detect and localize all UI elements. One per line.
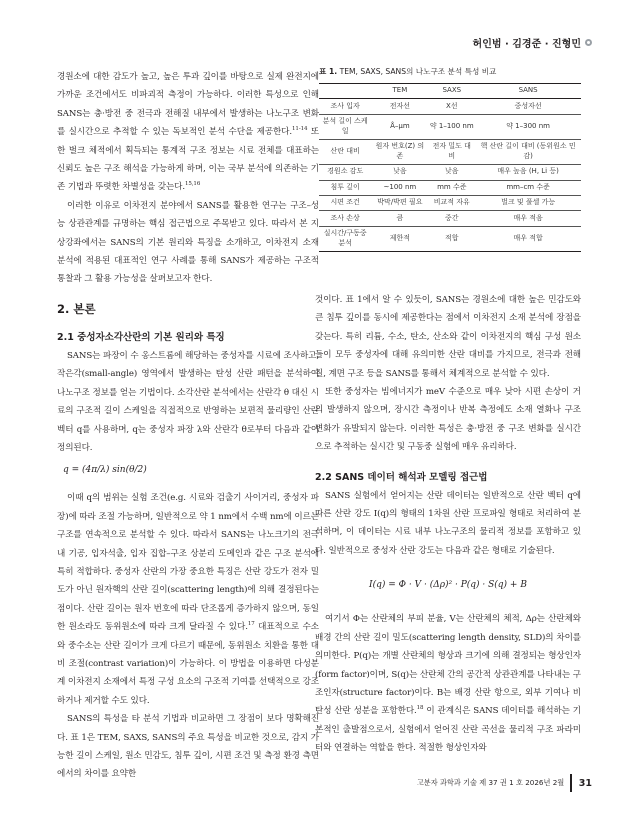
table-cell: 핵 산란 길이 대비 (동위원소 민감) [480,142,576,161]
table-row [319,211,581,226]
text: 경원소에 대한 감도가 높고, 높은 투과 깊이를 바탕으로 실제 완전지에 가까운 조건에서도 비파괴적 측정이 가능하다. 이러한 특성으로 인해 SANS는 충·방전 중 전극과 전해질 내부에서 발생하는 나노구조 변화를 실시간으로 추적할 수 있는 독보적인 분석 수단을 제공한다. [57,72,319,138]
row-header-cell: 조사 손상 [330,213,360,222]
table-cell: 벌크 및 풀셀 가능 [501,198,556,207]
table-row [319,165,581,180]
paragraph: 이러한 이유로 이차전지 분야에서 SANS를 활용한 연구는 구조–성능 상관관계를 규명하는 핵심 접근법으로 주목받고 있다. 따라서 본 지상강좌에서는 SANS의 기본 원리와 특징을 소개하고, 이차전지 소재 분석에 적용된 대표적인 연구 사례를 통해 SANS가 제공하는 구조적 통찰과 그 활용 가능성을 살펴보고자 한다. [57,200,319,285]
table-cell: 매우 높음 (H, Li 등) [497,167,559,176]
table-cell: 약 1–300 nm [506,121,550,130]
row-header-cell: 침투 깊이 [330,182,360,191]
authors-text: 허인범 · 김경준 · 진형민 [472,39,581,50]
table-1 [319,66,581,252]
subsection-title: 2.1 중성자소각산란의 기본 원리와 특징 [57,331,225,343]
table-cell: 낮음 [393,167,407,176]
table-row [319,139,581,164]
citation: 15,16 [184,181,201,188]
table-cell: 전자 밀도 대비 [432,142,471,161]
table-row [319,99,581,114]
table-cell: 매우 적음 [513,213,543,222]
table-cell: ~100 nm [383,182,417,191]
table-cell: 중간 [445,213,459,222]
paragraph: SANS 실험에서 얻어지는 산란 데이터는 일반적으로 산란 벡터 q에 따른 산란 강도 I(q)의 형태의 1차원 산란 프로파일 형태로 처리하여 분석하며, 이 데이터는 시료 내부 나노구조의 물리적 정보를 포함하고 있다. 일반적으로 중성자 산란 강도는 다음과 같은 형태로 기술된다. [315,490,581,556]
column-header: SAXS [442,86,462,95]
table-cell: 약 1–100 nm [429,121,474,130]
table-cell: 매우 적합 [513,233,543,242]
footer-divider [570,774,572,792]
page-number: 31 [578,777,592,789]
paragraph [315,610,581,757]
paragraph: SANS의 특성을 타 분석 기법과 비교하면 그 장점이 보다 명확해진다. 표 1은 TEM, SAXS, SANS의 주요 특성을 비교한 것으로, 감지 가능한 길이 스케일, 원소 민감도, 침투 깊이, 시편 조건 및 측정 환경 측면에서의 차이를 요약한 [57,714,319,780]
text: 이때 q의 범위는 실험 조건(e.g. 시료와 검출기 사이거리, 중성자 파장)에 따라 조절 가능하며, 일반적으로 약 1 nm에서 수백 nm에 이르는 구조를 연속적으로 분석할 수 있다. 따라서 SANS는 나노크기의 전극 내 기공, 입자석출, 입자 집합–구조 상분리 도메인과 같은 구조 분석에 특히 적합하다. 중성자 산란의 가장 중요한 특징은 산란 강도가 전자 밀도가 아닌 원자핵의 산란 길이(scattering length)에 의해 결정된다는 점이다. 산란 길이는 원자 번호에 따라 단조롭게 증가하지 않으며, 동일한 원소라도 동위원소에 따라 크게 달라질 수 있다. [57,493,319,633]
ring-icon [585,39,592,46]
paragraph: 것이다. 표 1에서 알 수 있듯이, SANS는 경원소에 대한 높은 민감도와 큰 침투 깊이를 동시에 제공한다는 점에서 이차전지 소재 분석에 장점을 갖는다. 특히 리튬, 수소, 탄소, 산소와 같이 이차전지의 핵심 구성 원소들이 모두 중성자에 대해 유의미한 산란 대비를 가지므로, 전극과 전해질, 계면 구조 등을 SANS를 통해서 체계적으로 분석할 수 있다. [315,295,581,379]
table-cell: 전자선 [389,101,411,110]
citation: 17 [247,621,255,628]
section-title: 2. 본론 [57,301,96,316]
row-header-cell: 시편 조건 [330,198,360,207]
running-header-authors [473,35,592,50]
table-cell: 제한적 [389,233,411,242]
row-header-cell: 조사 입자 [330,101,360,110]
table-cell: 중성자선 [514,101,542,110]
table-row [319,226,581,251]
table-cell: 적합 [445,233,459,242]
table-cell: 비교적 자유 [433,198,470,207]
table-row [319,180,581,195]
table-row [319,114,581,139]
paragraph: SANS는 파장이 수 옹스트롬에 해당하는 중성자를 시료에 조사하고, 작은각(small-angle) 영역에서 발생하는 탄성 산란 패턴을 분석하여 나노구조 정보를 얻는 기법이다. 소각산란 분석에서는 산란각 θ 대신 시료의 구조적 길이 스케일을 직접적으로 반영하는 보편적 물리량인 산란 벡터 q를 사용하며, q는 중성자 파장 λ와 산란각 θ로부터 다음과 같이 정의된다. [57,350,319,453]
column-header: TEM [392,86,408,95]
table-cell: mm–cm 수준 [506,182,550,191]
table-caption [319,66,581,77]
text: 여기서 Φ는 산란체의 부피 분율, V는 산란체의 체적, Δρ는 산란체와 배경 간의 산란 길이 밀도(scattering length density, SLD)의 차이를 의미한다. P(q)는 개별 산란체의 형상과 크기에 의해 결정되는 형상인자(form factor)이며, S(q)는 산란체 간의 공간적 상관관계를 나타내는 구조인자(structure factor)이다. B는 배경 산란 항으로, 외부 기여나 비탄성 산란 성분을 포함한다. [315,614,581,717]
paragraph: 또한 중성자는 빔에너지가 meV 수준으로 매우 낮아 시편 손상이 거의 발생하지 않으며, 장시간 측정이나 반복 측정에도 소재 열화나 구조 변화가 유발되지 않는다. 이러한 특성은 충·방전 중 구조 변화를 실시간으로 추적하는 실시간 및 구동중 실험에 매우 유리하다. [315,387,581,453]
table-cell: 큼 [396,213,404,222]
column-header [319,84,371,99]
table-cell: 박막/박편 필요 [377,198,423,207]
page-footer [417,774,592,792]
right-column [315,291,581,758]
paragraph [57,489,319,710]
left-column [57,68,319,784]
table-cell: 원자 번호(Z) 의존 [375,142,425,161]
row-header-cell: 산란 대비 [330,147,360,156]
table-cell: 낮음 [445,167,459,176]
table-cell: X선 [446,101,458,110]
table-cell: Å–μm [390,121,410,130]
text: 또한 벌크 체적에서 획득되는 통계적 구조 정보는 시료 전체를 대표하는 신뢰도 높은 구조 해석을 가능하게 하며, 이는 국부 분석에 의존하는 기존 기법과 뚜렷한 차별성을 갖는다. [57,127,319,193]
text: 대표적으로 수소와 중수소는 산란 길이가 크게 다르기 때문에, 동위원소 치환을 통한 대비 조절(contrast variation)이 가능하다. 이 방법을 이용하면 다성분계 이차전지 소재에서 특정 구성 요소의 구조적 기여를 선택적으로 강조하거나 제거할 수도 있다. [57,622,319,706]
row-header-cell: 분석 길이 스케일 [322,117,368,135]
equation: I(q) = Φ · V · (Δρ)² · P(q) · S(q) + B [369,580,527,591]
citation: 18 [416,705,424,712]
table-caption-text: TEM, SAXS, SANS의 나노구조 분석 특성 비교 [337,67,497,76]
column-header: SANS [518,86,538,95]
text: 이 관계식은 SANS 데이터를 해석하는 기본적인 출발점으로서, 실험에서 얻어진 산란 곡선을 물리적 구조 파라미터와 연결하는 역할을 한다. 적절한 형상인자와 [315,706,581,754]
equation: q = (4π/λ) sin(θ/2) [63,465,147,476]
journal-info: 고분자 과학과 기술 제 37 권 1 호 2026년 2월 [416,778,565,787]
row-header-cell: 실시간/구동중 분석 [323,229,367,247]
table-cell: mm 수준 [437,182,467,191]
table-label: 표 1. [319,67,338,76]
row-header-cell: 경원소 감도 [327,167,364,176]
comparison-table [319,83,581,252]
table-row [319,195,581,210]
subsection-title: 2.2 SANS 데이터 해석과 모델링 접근법 [315,471,488,483]
citation: 11-14 [292,126,308,133]
paragraph [57,68,319,197]
table-header-row [319,84,581,99]
